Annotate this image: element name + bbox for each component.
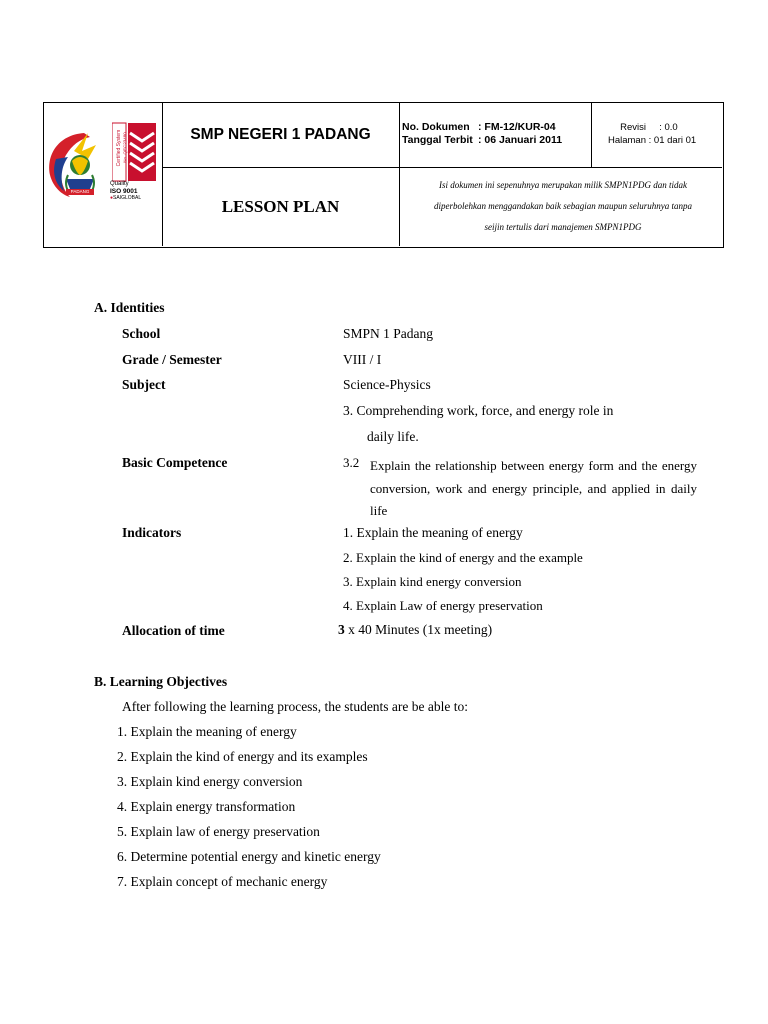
standard-competence: 3. Comprehending work, force, and energy role in [343, 403, 614, 418]
school-label: School [122, 326, 161, 341]
objective-item: 7. Explain concept of mechanic energy [117, 874, 328, 889]
objective-item: 5. Explain law of energy preservation [117, 824, 320, 839]
objective-item: 2. Explain the kind of energy and its examples [117, 749, 368, 764]
indicator-item: 2. Explain the kind of energy and the example [343, 550, 583, 565]
issue-date-label: Tanggal Terbit [402, 134, 473, 146]
subject-value: Science-Physics [343, 377, 431, 392]
objectives-heading: B. Learning Objectives [94, 674, 228, 689]
document-title: LESSON PLAN [221, 197, 340, 216]
grade-label: Grade / Semester [122, 352, 222, 367]
allocation-value [338, 622, 492, 638]
ownership-notice [404, 175, 722, 238]
revision-label: Revisi [620, 122, 646, 133]
notice-line: diperbolehkan menggandakan baik sebagian maupun seluruhnya tanpa [434, 201, 692, 211]
basic-competence-label: Basic Competence [122, 455, 228, 470]
indicator-item: 1. Explain the meaning of energy [343, 525, 523, 540]
page-label: Halaman [607, 135, 646, 146]
notice-line: Isi dokumen ini sepenuhnya merupakan milik SMPN1PDG dan tidak [439, 180, 687, 190]
doc-number-value: : FM-12/KUR-04 [478, 121, 556, 133]
header-divider [399, 103, 400, 246]
objectives-intro: After following the learning process, the students are be able to: [122, 699, 469, 714]
grade-value: VIII / I [343, 352, 382, 367]
school-value: SMPN 1 Padang [343, 326, 434, 341]
basic-competence-number: 3.2 [343, 455, 360, 470]
cert-system-text: Certified System [116, 129, 122, 167]
subject-label: Subject [122, 377, 166, 392]
saiglobal-label: ●SAIGLOBAL [110, 195, 142, 201]
notice-line: seijin tertulis dari manajemen SMPN1PDG [484, 222, 642, 232]
school-logo-text: PADANG [70, 189, 90, 194]
page-value: : 01 dari 01 [648, 135, 697, 146]
objective-item: 6. Determine potential energy and kinetic energy [117, 849, 381, 864]
indicators-label: Indicators [122, 525, 182, 540]
document-info [402, 121, 562, 147]
indicator-item: 4. Explain Law of energy preservation [343, 598, 543, 613]
allocation-number: 3 [338, 622, 345, 637]
revision-value: : 0.0 [659, 122, 678, 133]
allocation-label: Allocation of time [122, 623, 225, 638]
identities-heading: A. Identities [94, 300, 165, 315]
standard-competence-cont: daily life. [367, 429, 419, 444]
iso-label: ISO 9001 [110, 188, 138, 195]
header-divider [591, 103, 592, 167]
issue-date-value: : 06 Januari 2011 [478, 134, 563, 146]
saiglobal-dot-icon: ● [110, 195, 114, 201]
objective-item: 4. Explain energy transformation [117, 799, 296, 814]
indicator-item: 3. Explain kind energy conversion [343, 574, 522, 589]
school-name: SMP NEGERI 1 PADANG [190, 126, 371, 143]
basic-competence-text: Explain the relationship between energy form and the energy conversion, work and energy principle, and applied in daily life [370, 458, 697, 518]
objective-item: 1. Explain the meaning of energy [117, 724, 297, 739]
quality-label: Quality [110, 181, 129, 187]
cert-number-text: No. QEC23480 [122, 132, 128, 163]
document-header [43, 102, 724, 248]
doc-number-label: No. Dokumen [402, 121, 470, 133]
certification-mark [112, 121, 160, 203]
revision-info [594, 121, 722, 147]
objective-item: 3. Explain kind energy conversion [117, 774, 303, 789]
allocation-text: x 40 Minutes (1x meeting) [344, 622, 493, 637]
